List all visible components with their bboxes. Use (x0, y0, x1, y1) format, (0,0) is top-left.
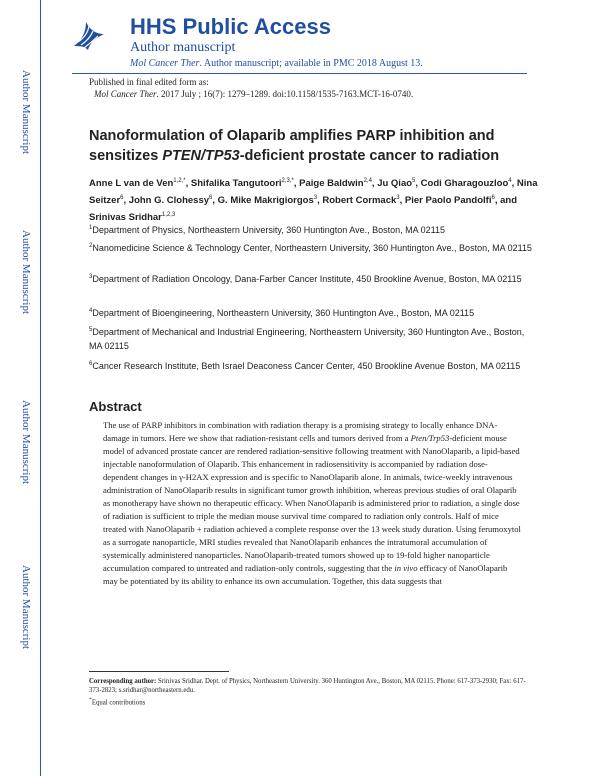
affiliation-item (89, 239, 539, 255)
title-part1: Nanoformulation of Olaparib amplifies PARP inhibition and sensitizes (89, 128, 495, 164)
author-affiliation-sup: 1,2,3 (161, 212, 176, 219)
published-citation (94, 89, 413, 99)
author-name: Paige Baldwin (299, 178, 364, 190)
affiliation-text: Nanomedicine Science & Technology Center, Northeastern University, 360 Huntington Ave., Boston, MA 02115 (92, 243, 532, 253)
sidebar-label-1: Author Manuscript (20, 70, 32, 155)
author-separator: , (123, 195, 129, 207)
affiliation-text: Department of Mechanical and Industrial Engineering, Northeastern University, 360 Huntington Ave., Boston, MA 02115 (89, 327, 525, 351)
affiliation-number: 3 (89, 274, 93, 280)
equal-text: Equal contributions (91, 699, 146, 707)
hhs-eagle-logo-icon (72, 12, 106, 52)
author-affiliation-sup: 1,2,* (173, 178, 186, 184)
affiliation-item (89, 270, 539, 286)
affiliation-number: 2 (89, 243, 93, 249)
abstract-heading: Abstract (89, 399, 142, 414)
author-name: Anne L van de Ven (89, 178, 174, 190)
corresponding-text: Srinivas Sridhar. Dept. of Physics, Northeastern University. 360 Huntington Ave., Boston, MA 02115. Phone: 617-373-2930; Fax: 617-373-2823; s.sridhar@northeastern.edu. (89, 678, 526, 694)
affiliation-number: 6 (89, 361, 93, 367)
affiliation-text: Department of Physics, Northeastern University, 360 Huntington Ave., Boston, MA 02115 (92, 225, 446, 235)
affiliation-number: 4 (89, 308, 93, 314)
abstract-italic-1: Pten/Trp53 (410, 433, 450, 443)
sidebar-label-2: Author Manuscript (20, 230, 32, 315)
author-name: John G. Clohessy (128, 195, 210, 207)
affiliation-text: Department of Radiation Oncology, Dana-Farber Cancer Institute, 450 Brookline Avenue, Boston, MA 02115 (92, 274, 522, 284)
citation-rest: . Author manuscript; available in PMC 2018 August 13. (199, 58, 423, 69)
author-separator: , (212, 195, 218, 207)
author-affiliation-sup: 6 (209, 195, 213, 202)
author-affiliation-sup: 4 (508, 178, 512, 184)
affiliation-text: Department of Bioengineering, Northeastern University, 360 Huntington Ave., Boston, MA 02115 (92, 308, 475, 318)
author-separator: , (415, 178, 421, 190)
citation-journal: Mol Cancer Ther (130, 58, 200, 69)
sidebar-label-4: Author Manuscript (20, 565, 32, 650)
footnote-rule (89, 671, 229, 672)
hhs-subtitle: Author manuscript (130, 40, 236, 55)
author-affiliation-sup: 2,3,* (281, 178, 294, 184)
author-name: Shifalika Tangutoori (190, 178, 282, 190)
author-name: Ju Qiao (377, 178, 413, 190)
published-rest: . 2017 July ; 16(7): 1279–1289. doi:10.1158/1535-7163.MCT-16-0740. (156, 89, 414, 99)
author-list (89, 174, 539, 225)
abstract-text (103, 419, 523, 588)
author-name: Srinivas Sridhar (89, 212, 162, 224)
affiliation-number: 5 (89, 327, 93, 333)
author-affiliation-sup: 3 (396, 195, 400, 202)
equal-mark: * (89, 697, 92, 703)
abstract-p1: The use of PARP inhibitors in combination with radiation therapy is a promising strategy to locally enhance DNA-damage in tumors. Here we show that radiation-resistant cells and tumors derived from a (103, 420, 498, 443)
published-label: Published in final edited form as: (89, 77, 209, 87)
corresponding-label: Corresponding author: (89, 678, 157, 685)
sidebar-label-3: Author Manuscript (20, 400, 32, 485)
paper-title (89, 126, 539, 166)
author-affiliation-sup: 3 (313, 195, 318, 202)
author-separator: , (293, 178, 300, 190)
author-affiliation-sup: 6 (491, 195, 495, 202)
author-affiliation-sup: 2,4 (363, 178, 372, 184)
author-name: Pier Paolo Pandolfi (404, 195, 492, 207)
affiliation-text: Cancer Research Institute, Beth Israel Deaconess Cancer Center, 450 Brookline Avenue Boston, MA 02115 (92, 361, 521, 371)
author-affiliation-sup: 5 (412, 178, 416, 184)
corresponding-author-note (89, 677, 529, 695)
author-separator: , (399, 195, 405, 207)
published-journal: Mol Cancer Ther (94, 89, 157, 99)
title-genes: PTEN/TP53 (162, 148, 240, 164)
hhs-title: HHS Public Access (130, 14, 331, 39)
affiliation-item (89, 357, 539, 373)
author-separator: , and (494, 195, 517, 207)
abstract-p2: -deficient mouse model of advanced prostate cancer are rendered radiation-sensitive following treatment with NanoOlaparib, a lipid-based injectable nanoformulation of Olaparib. This enhancement in radiosensitivity is accompanied by radiation dose-dependent changes in γ-H2AX expression and is specific to NanoOlaparib alone. In animals, twice-weekly intravenous administration of NanoOlaparib results in significant tumor growth inhibition, whereas previous studies of oral Olaparib as monotherapy have shown no therapeutic efficacy. When NanoOlaparib is administered prior to radiation, a single dose of radiation is sufficient to triple the median mouse survival time compared to radiation only controls. Half of mice treated with NanoOlaparib + radiation achieved a complete response over the 13 week study duration. Using ferumoxytol as a surrogate nanoparticle, MRI studies revealed that NanoOlaparib enhances the intratumoral accumulation of systemically administered nanoparticles. NanoOlaparib-treated tumors showed up to 19-fold higher nanoparticle accumulation compared to untreated and radiation-only controls, suggesting that the (103, 433, 521, 573)
author-separator: , (511, 178, 517, 190)
author-separator: , (317, 195, 323, 207)
sidebar-rule (40, 0, 41, 776)
affiliation-item (89, 304, 539, 320)
author-separator: , (371, 178, 378, 190)
equal-contribution-note (89, 697, 145, 706)
affiliation-number: 1 (89, 225, 93, 231)
abstract-p3: efficacy of NanoOlaparib may be potentiated by its ability to enhance its own accumulation. Together, this data suggests that (103, 563, 508, 586)
author-separator: , (185, 178, 191, 190)
affiliation-item (89, 323, 539, 353)
author-name: G. Mike Makrigiorgos (217, 195, 314, 207)
header-rule (72, 73, 527, 74)
author-affiliation-sup: 6 (120, 195, 124, 202)
affiliation-item (89, 221, 539, 237)
author-name: Robert Cormack (322, 195, 397, 207)
title-part2: -deficient prostate cancer to radiation (239, 148, 500, 164)
sidebar (0, 0, 44, 776)
abstract-italic-2: in vivo (394, 563, 418, 573)
author-name: Nina Seitzer (89, 178, 538, 207)
hhs-citation (130, 58, 423, 69)
author-name: Codi Gharagouzloo (420, 178, 509, 190)
